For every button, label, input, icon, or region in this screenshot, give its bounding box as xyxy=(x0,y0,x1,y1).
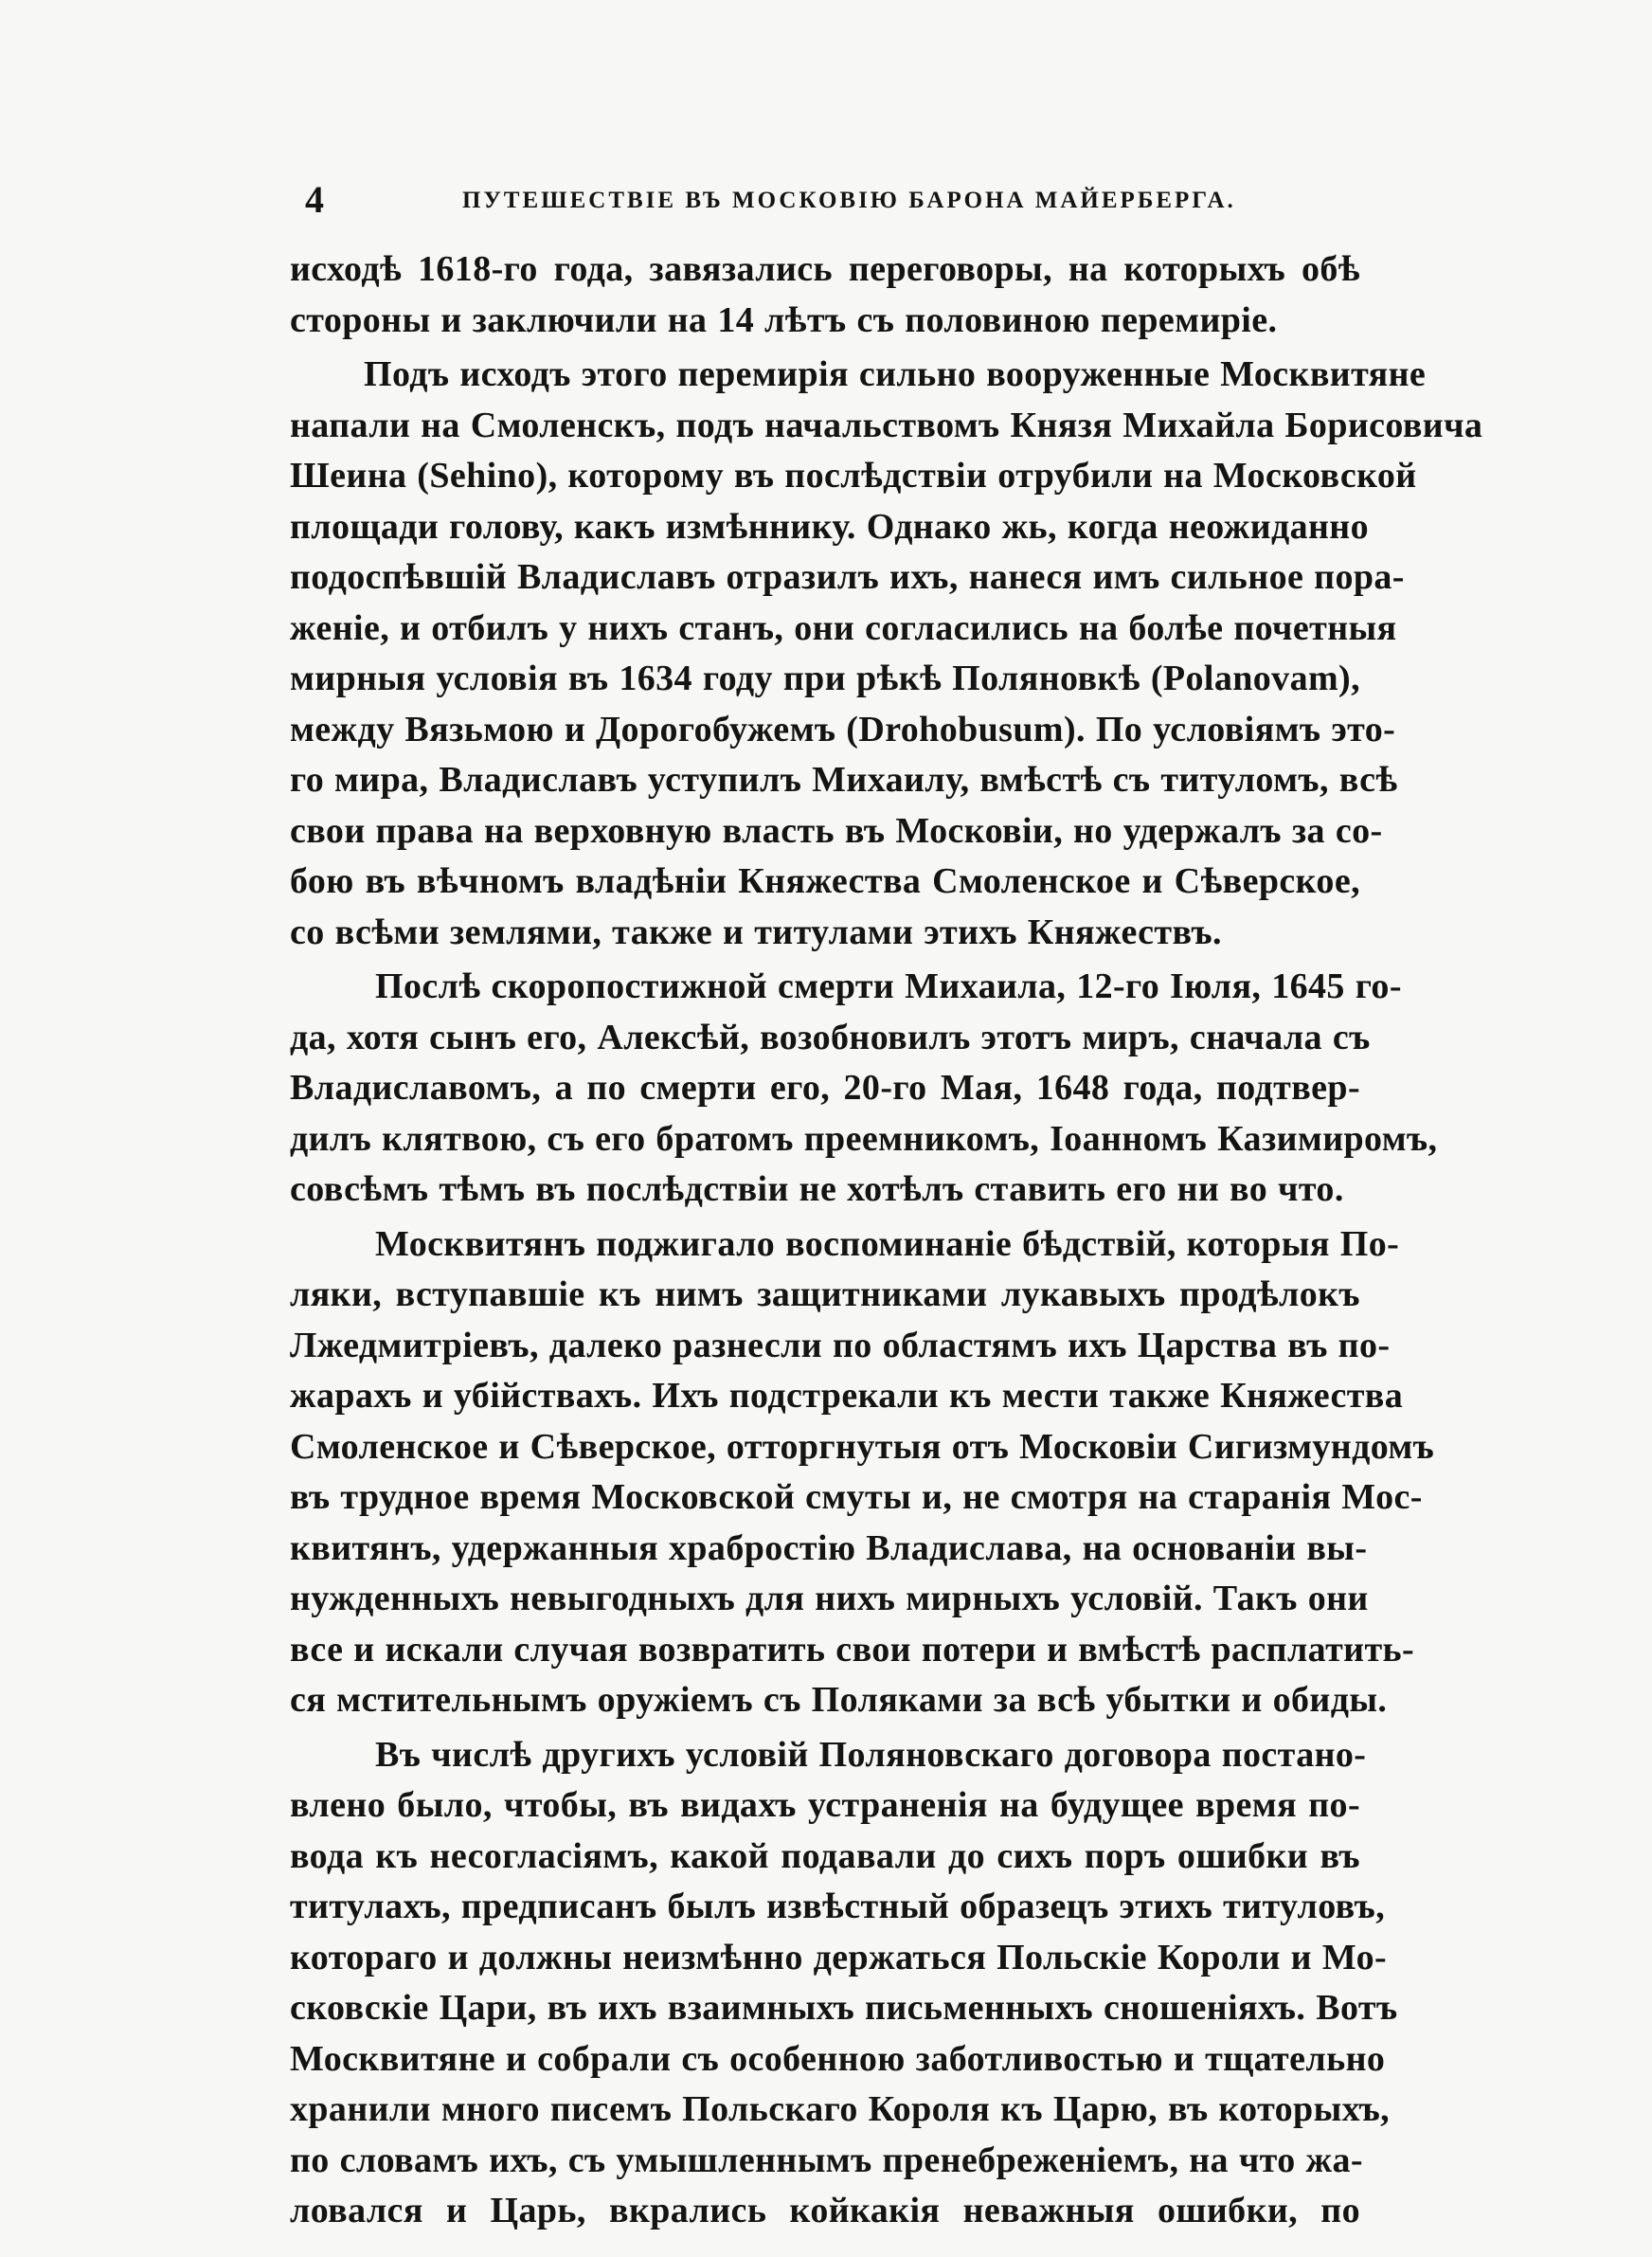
running-title: ПУТЕШЕСТВІЕ ВЪ МОСКОВІЮ БАРОНА МАЙЕРБЕРГА. xyxy=(462,188,1236,213)
text-line: дилъ клятвою, съ его братомъ преемникомъ, Іоанномъ Казимиромъ, xyxy=(290,1118,1438,1159)
text-line: женіе, и отбилъ у нихъ станъ, они согласились на болѣе почетныя xyxy=(290,607,1397,648)
text-line: ляки, вступавшіе къ нимъ защитниками лукавыхъ продѣлокъ xyxy=(290,1274,1360,1314)
text-line: все и искали случая возвратить свои потери и вмѣстѣ расплатить- xyxy=(290,1629,1415,1670)
text-line: Подъ исходъ этого перемирія сильно вооруженные Москвитяне xyxy=(364,354,1427,394)
text-line: квитянъ, удержанныя храбростію Владислава, на основаніи вы- xyxy=(290,1527,1368,1568)
paragraph-2 xyxy=(290,350,1483,958)
text-line: Послѣ скоропостижной смерти Михаила, 12-го Іюля, 1645 го- xyxy=(375,966,1402,1006)
text-line: Владиславомъ, а по смерти его, 20-го Мая, 1648 года, подтвер- xyxy=(290,1068,1360,1108)
body-text xyxy=(290,244,1483,2237)
text-line: напали на Смоленскъ, подъ начальствомъ Князя Михайла Борисовича xyxy=(290,405,1483,445)
text-line: Смоленское и Сѣверское, отторгнутыя отъ Московіи Сигизмундомъ xyxy=(290,1426,1435,1467)
page-number: 4 xyxy=(305,178,324,221)
text-line: со всѣми землями, также и титулами этихъ Княжествъ. xyxy=(290,912,1222,952)
paragraph-4 xyxy=(290,1219,1435,1726)
text-line: вода къ несогласіямъ, какой подавали до сихъ поръ ошибки въ xyxy=(290,1835,1360,1876)
paragraph-5 xyxy=(290,1730,1398,2237)
text-line: свои права на верховную власть въ Московіи, но удержалъ за со- xyxy=(290,810,1383,851)
text-line: Москвитянъ поджигало воспоминаніе бѣдствій, которыя По- xyxy=(375,1223,1400,1264)
text-line: ловался и Царь, вкрались койкакія неважныя ошибки, по xyxy=(290,2191,1360,2230)
text-line: стороны и заключили на 14 лѣтъ съ половиною перемиріе. xyxy=(290,299,1278,340)
running-head xyxy=(305,176,1252,224)
text-line: Шеина (Sehino), которому въ послѣдствіи отрубили на Московской xyxy=(290,456,1417,496)
text-line: да, хотя сынъ его, Алексѣй, возобновилъ этотъ миръ, сначала съ xyxy=(290,1017,1371,1057)
text-line: Въ числѣ другихъ условій Поляновскаго договора постано- xyxy=(375,1734,1367,1775)
paragraph-3 xyxy=(290,962,1438,1216)
text-line: между Вязьмою и Дорогобужемъ (Drohobusum). По условіямъ это- xyxy=(290,709,1396,749)
text-line: Москвитяне и собрали съ особенною заботливостью и тщательно xyxy=(290,2038,1386,2079)
text-line: бою въ вѣчномъ владѣніи Княжества Смоленское и Сѣверское, xyxy=(290,861,1360,901)
text-line: сковскіе Цари, въ ихъ взаимныхъ письменныхъ сношеніяхъ. Вотъ xyxy=(290,1988,1398,2028)
text-line: титулахъ, предписанъ былъ извѣстный образецъ этихъ титуловъ, xyxy=(290,1887,1386,1926)
text-line: мирныя условія въ 1634 году при рѣкѣ Поляновкѣ (Polanovam), xyxy=(290,659,1360,698)
text-line: исходѣ 1618-го года, завязались переговоры, на которыхъ обѣ xyxy=(290,249,1360,289)
text-line: жарахъ и убійствахъ. Ихъ подстрекали къ мести также Княжества xyxy=(290,1376,1404,1416)
paragraph-1 xyxy=(290,244,1360,346)
text-line: ся мстительнымъ оружіемъ съ Поляками за всѣ убытки и обиды. xyxy=(290,1680,1388,1720)
text-line: нужденныхъ невыгодныхъ для нихъ мирныхъ условій. Такъ они xyxy=(290,1579,1369,1618)
text-line: совсѣмъ тѣмъ въ послѣдствіи не хотѣлъ ставить его ни во что. xyxy=(290,1169,1344,1209)
text-line: котораго и должны неизмѣнно держаться Польскіе Короли и Мо- xyxy=(290,1937,1388,1977)
text-line: го мира, Владиславъ уступилъ Михаилу, вмѣстѣ съ титуломъ, всѣ xyxy=(290,760,1398,800)
text-line: подоспѣвшій Владиславъ отразилъ ихъ, нанеся имъ сильное пора- xyxy=(290,557,1405,597)
text-line: Лжедмитріевъ, далеко разнесли по областямъ ихъ Царства въ по- xyxy=(290,1325,1391,1365)
text-line: по словамъ ихъ, съ умышленнымъ пренебреженіемъ, на что жа- xyxy=(290,2140,1363,2180)
text-line: хранили много писемъ Польскаго Короля къ Царю, въ которыхъ, xyxy=(290,2089,1391,2129)
text-line: влено было, чтобы, въ видахъ устраненія на будущее время по- xyxy=(290,1785,1360,1825)
text-line: въ трудное время Московской смуты и, не смотря на старанія Мос- xyxy=(290,1477,1423,1517)
text-line: площади голову, какъ измѣннику. Однако жь, когда неожиданно xyxy=(290,506,1370,547)
